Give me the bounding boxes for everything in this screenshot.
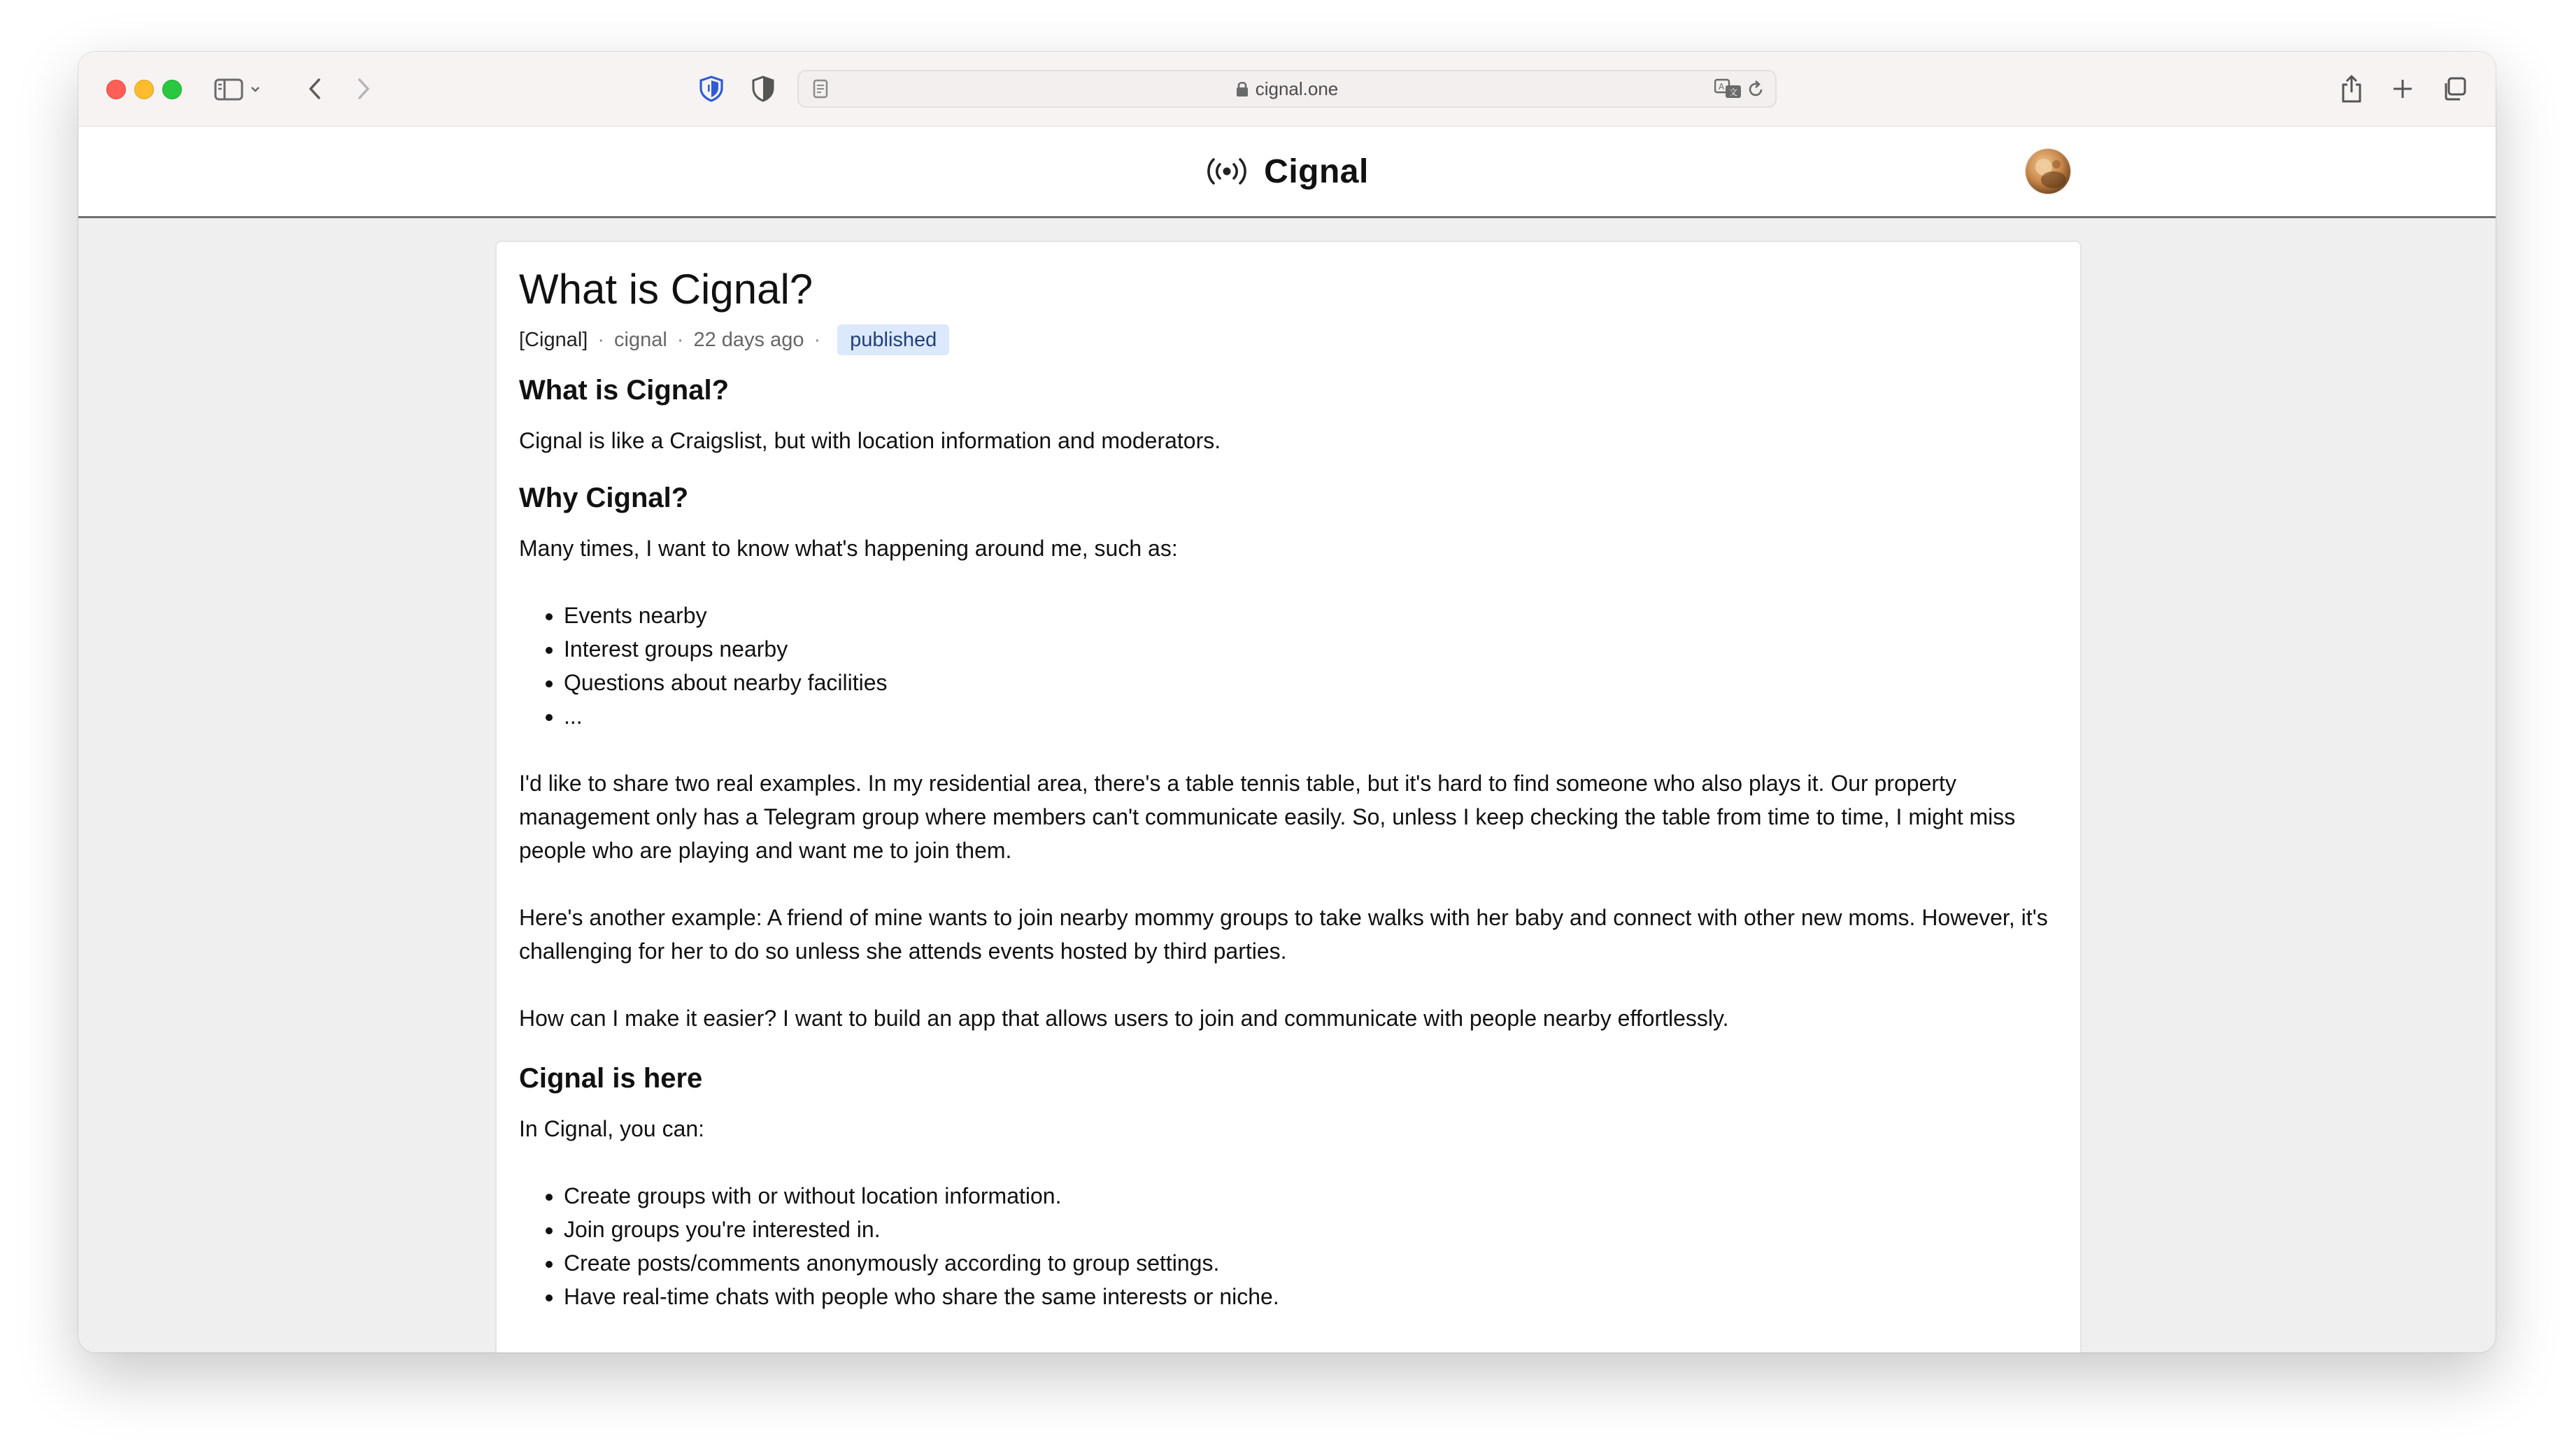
list-item: • Questions about nearby facilities [564, 666, 2058, 699]
translate-icon [1714, 78, 1742, 99]
post-body [519, 372, 2058, 1313]
paragraph: Here's another example: A friend of mine wants to join nearby mommy groups to take walks with her baby and connect with other new moms. However, it's challenging for her to do so unless she attends events hosted by third parties. [519, 905, 2048, 964]
sidebar-toggle-button[interactable] [214, 76, 263, 104]
url-display [799, 71, 1775, 106]
list-item: • Interest groups nearby [564, 632, 2058, 666]
status-badge: published [837, 324, 949, 355]
paragraph: How can I make it easier? I want to build an app that allows users to join and communicate with people nearby effortlessly. [519, 1006, 1729, 1031]
list-item: • Have real-time chats with people who share the same interests or niche. [564, 1280, 2058, 1313]
share-icon [2340, 74, 2363, 104]
avatar[interactable] [2026, 149, 2070, 194]
translate-button[interactable] [1714, 77, 1743, 101]
privacy-extension-button[interactable] [697, 74, 726, 104]
reload-icon [1746, 80, 1765, 99]
paragraph: Cignal is like a Craigslist, but with location information and moderators. [519, 428, 1221, 453]
site-name: Cignal [1264, 152, 1369, 190]
meta-separator: · [597, 328, 604, 351]
section-heading: Why Cignal? [519, 483, 689, 513]
maximize-window-button[interactable] [162, 80, 182, 99]
list-item: • Create groups with or without location information. [564, 1179, 2058, 1213]
post-group-link[interactable]: [Cignal] [519, 328, 588, 351]
svg-text:文: 文 [1729, 87, 1738, 97]
post-card [495, 241, 2082, 1352]
post-title: What is Cignal? [519, 266, 813, 313]
tab-overview-button[interactable] [2440, 74, 2469, 104]
chevron-right-icon [355, 77, 372, 101]
bullet-list [519, 1179, 2058, 1313]
lock-icon [1236, 80, 1249, 97]
back-button[interactable] [301, 74, 329, 104]
sidebar-icon [214, 78, 263, 101]
list-item: • Join groups you're interested in. [564, 1213, 2058, 1246]
svg-text:A: A [1719, 82, 1725, 92]
browser-toolbar [78, 52, 2496, 127]
meta-separator: · [676, 328, 684, 351]
paragraph: Many times, I want to know what's happening around me, such as: [519, 536, 1178, 561]
broadcast-icon [1205, 156, 1249, 187]
reader-extension-button[interactable] [748, 74, 778, 104]
forward-button[interactable] [350, 74, 378, 104]
post-timestamp: 22 days ago [693, 328, 804, 351]
minimize-window-button[interactable] [134, 80, 154, 99]
shield-icon [697, 75, 725, 103]
new-tab-button[interactable] [2388, 74, 2417, 104]
plus-icon [2391, 78, 2414, 100]
content-area [78, 218, 2496, 1352]
reload-button[interactable] [1744, 78, 1767, 101]
list-item: • Create posts/comments anonymously according to group settings. [564, 1246, 2058, 1280]
site-header [78, 127, 2496, 218]
paragraph: In Cignal, you can: [519, 1116, 705, 1141]
section-heading: What is Cignal? [519, 375, 729, 406]
post-author-link[interactable]: cignal [614, 328, 667, 351]
section-heading: Cignal is here [519, 1063, 703, 1094]
url-text: cignal.one [1255, 78, 1339, 99]
tabs-icon [2442, 76, 2467, 101]
share-button[interactable] [2336, 73, 2367, 105]
bullet-list [519, 599, 2058, 733]
list-item: • Events nearby [564, 599, 2058, 632]
contrast-icon [751, 75, 776, 103]
chevron-left-icon [306, 77, 323, 101]
post-meta [519, 324, 2058, 355]
meta-separator: · [813, 328, 821, 351]
browser-window [78, 52, 2496, 1352]
address-bar[interactable] [797, 70, 1777, 108]
close-window-button[interactable] [106, 80, 126, 99]
site-brand[interactable] [78, 127, 2496, 216]
paragraph: I'd like to share two real examples. In my residential area, there's a table tennis table, but it's hard to find someone who also plays it. Our property management only has a Telegram group where members can't communicate easily. So, unless I keep checking the table from time to time, I might miss people who are playing and want me to join them. [519, 771, 2016, 863]
list-item: • ... [564, 699, 2058, 733]
